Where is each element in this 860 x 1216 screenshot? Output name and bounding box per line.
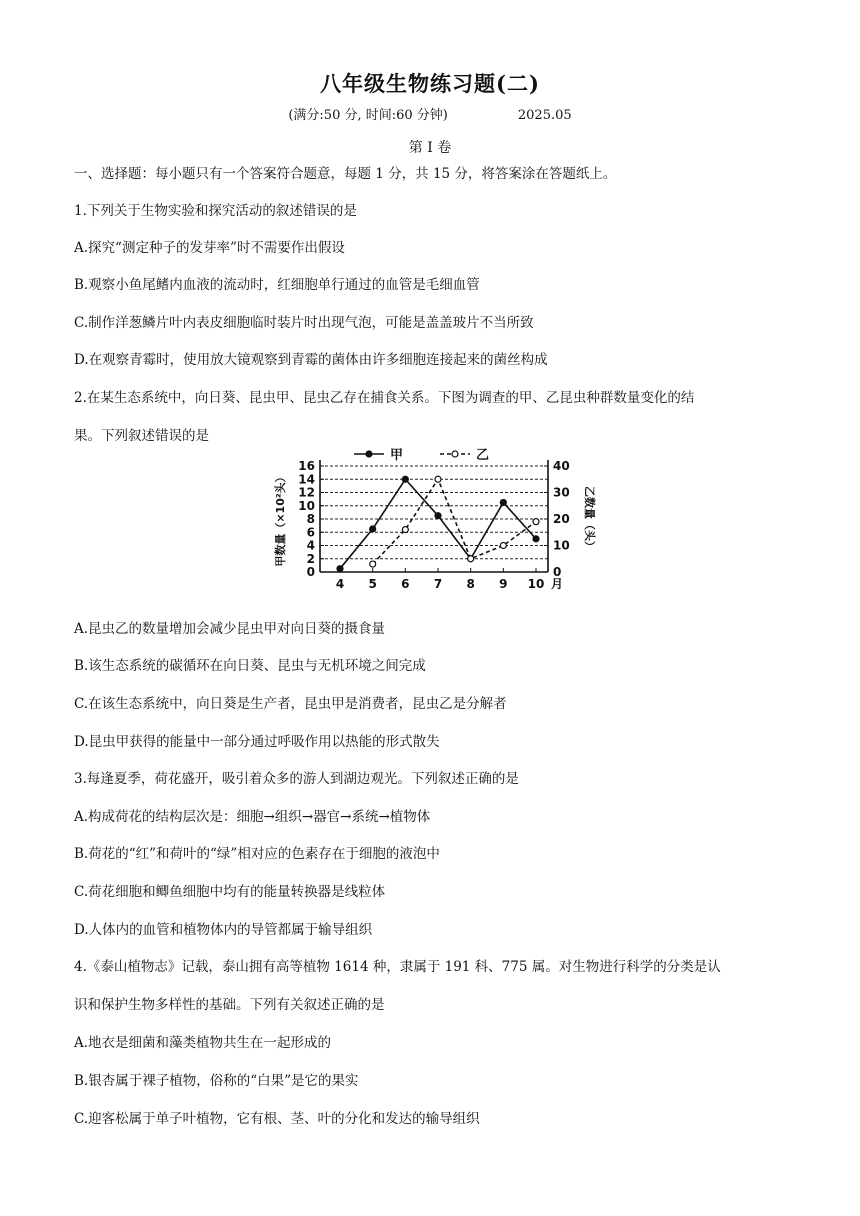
question-3-option-d: D.人体内的血管和植物体内的导管都属于输导组织 <box>74 922 373 938</box>
x-tick-label: 5 <box>368 577 377 591</box>
legend-label-yi: 乙 <box>476 448 490 463</box>
question-1-stem: 1.下列关于生物实验和探究活动的叙述错误的是 <box>74 203 357 219</box>
right-tick-label: 30 <box>553 485 570 500</box>
question-1-option-a: A.探究“测定种子的发芽率”时不需要作出假设 <box>74 240 345 256</box>
x-tick-label: 7 <box>433 577 443 591</box>
left-tick-label: 14 <box>298 472 315 487</box>
data-point-jia <box>500 499 506 505</box>
question-1-option-b: B.观察小鱼尾鳍内血液的流动时，红细胞单行通过的血管是毛细血管 <box>74 277 480 293</box>
right-tick-label: 10 <box>553 538 570 553</box>
left-axis-title: 甲数量（×10²头） <box>274 471 287 567</box>
question-3-stem: 3.每逢夏季，荷花盛开，吸引着众多的游人到湖边观光。下列叙述正确的是 <box>74 771 519 787</box>
data-point-yi <box>370 561 376 567</box>
data-point-yi <box>500 543 506 549</box>
data-point-jia <box>337 566 343 572</box>
question-2-stem-line2: 果。下列叙述错误的是 <box>74 428 209 444</box>
data-point-yi <box>533 519 539 525</box>
legend-label-jia: 甲 <box>390 448 404 463</box>
right-axis-title: 乙数量（头） <box>583 486 596 552</box>
left-tick-label: 10 <box>298 498 315 513</box>
left-tick-label: 2 <box>306 551 315 566</box>
data-point-jia <box>533 536 539 542</box>
question-1-option-d: D.在观察青霉时，使用放大镜观察到青霉的菌体由许多细胞连接起来的菌丝构成 <box>74 352 548 368</box>
question-4-stem-line1: 4.《泰山植物志》记载，泰山拥有高等植物 1614 种，隶属于 191 科、775 属。对生物进行科学的分类是认 <box>74 959 721 975</box>
data-point-yi <box>468 556 474 562</box>
volume-heading: 第 I 卷 <box>408 140 452 156</box>
section-instruction: 一、选择题：每小题只有一个答案符合题意，每题 1 分，共 15 分，将答案涂在答题纸上。 <box>74 166 617 182</box>
data-point-yi <box>435 476 441 482</box>
right-tick-label: 20 <box>553 512 570 526</box>
score-time-info: (满分:50 分, 时间:60 分钟) <box>288 108 448 123</box>
question-4-option-b: B.银杏属于裸子植物，俗称的“白果”是它的果实 <box>74 1073 359 1089</box>
exam-date: 2025.05 <box>517 108 572 123</box>
data-point-jia <box>435 513 441 519</box>
question-2-option-a: A.昆虫乙的数量增加会减少昆虫甲对向日葵的摄食量 <box>74 621 386 637</box>
exam-info <box>0 104 860 123</box>
right-tick-label: 0 <box>553 565 562 579</box>
chart-series <box>337 476 539 571</box>
left-tick-label: 12 <box>298 485 315 500</box>
question-4-option-c: C.迎客松属于单子叶植物，它有根、茎、叶的分化和发达的输导组织 <box>74 1111 480 1127</box>
question-1-option-c: C.制作洋葱鳞片叶内表皮细胞临时装片时出现气泡，可能是盖盖玻片不当所致 <box>74 315 534 331</box>
question-2-stem-line1: 2.在某生态系统中，向日葵、昆虫甲、昆虫乙存在捕食关系。下图为调查的甲、乙昆虫种群数量变化的结 <box>74 390 695 406</box>
data-point-yi <box>402 527 408 533</box>
question-2-option-c: C.在该生态系统中，向日葵是生产者，昆虫甲是消费者，昆虫乙是分解者 <box>74 696 507 712</box>
chart-axes <box>320 460 548 572</box>
data-point-jia <box>370 526 376 532</box>
x-tick-label: 10 <box>527 577 545 591</box>
x-tick-label: 8 <box>466 577 475 591</box>
left-tick-label: 6 <box>306 525 315 540</box>
question-4-option-a: A.地衣是细菌和藻类植物共生在一起形成的 <box>74 1035 332 1051</box>
question-2-option-d: D.昆虫甲获得的能量中一部分通过呼吸作用以热能的形式散失 <box>74 734 440 750</box>
left-tick-label: 16 <box>298 459 315 473</box>
x-tick-label: 4 <box>335 577 345 591</box>
population-line-chart <box>264 438 598 602</box>
x-tick-label: 6 <box>401 577 410 591</box>
x-axis-unit: 月 <box>551 577 564 591</box>
question-3-option-c: C.荷花细胞和鲫鱼细胞中均有的能量转换器是线粒体 <box>74 884 386 900</box>
data-point-jia <box>402 476 408 482</box>
question-2-option-b: B.该生态系统的碳循环在向日葵、昆虫与无机环境之间完成 <box>74 658 426 674</box>
left-tick-label: 0 <box>306 565 315 579</box>
left-tick-label: 4 <box>306 538 315 553</box>
question-4-stem-line2: 识和保护生物多样性的基础。下列有关叙述正确的是 <box>74 997 385 1013</box>
question-3-option-b: B.荷花的“红”和荷叶的“绿”相对应的色素存在于细胞的液泡中 <box>74 846 440 862</box>
left-tick-label: 8 <box>306 512 315 526</box>
question-3-option-a: A.构成荷花的结构层次是：细胞→组织→器官→系统→植物体 <box>74 809 431 825</box>
x-tick-label: 9 <box>499 577 508 591</box>
chart-legend <box>354 448 489 463</box>
right-tick-label: 40 <box>553 459 570 473</box>
exam-title: 八年级生物练习题(二) <box>320 71 540 96</box>
legend-marker-jia <box>366 451 372 457</box>
legend-marker-yi <box>452 451 458 457</box>
